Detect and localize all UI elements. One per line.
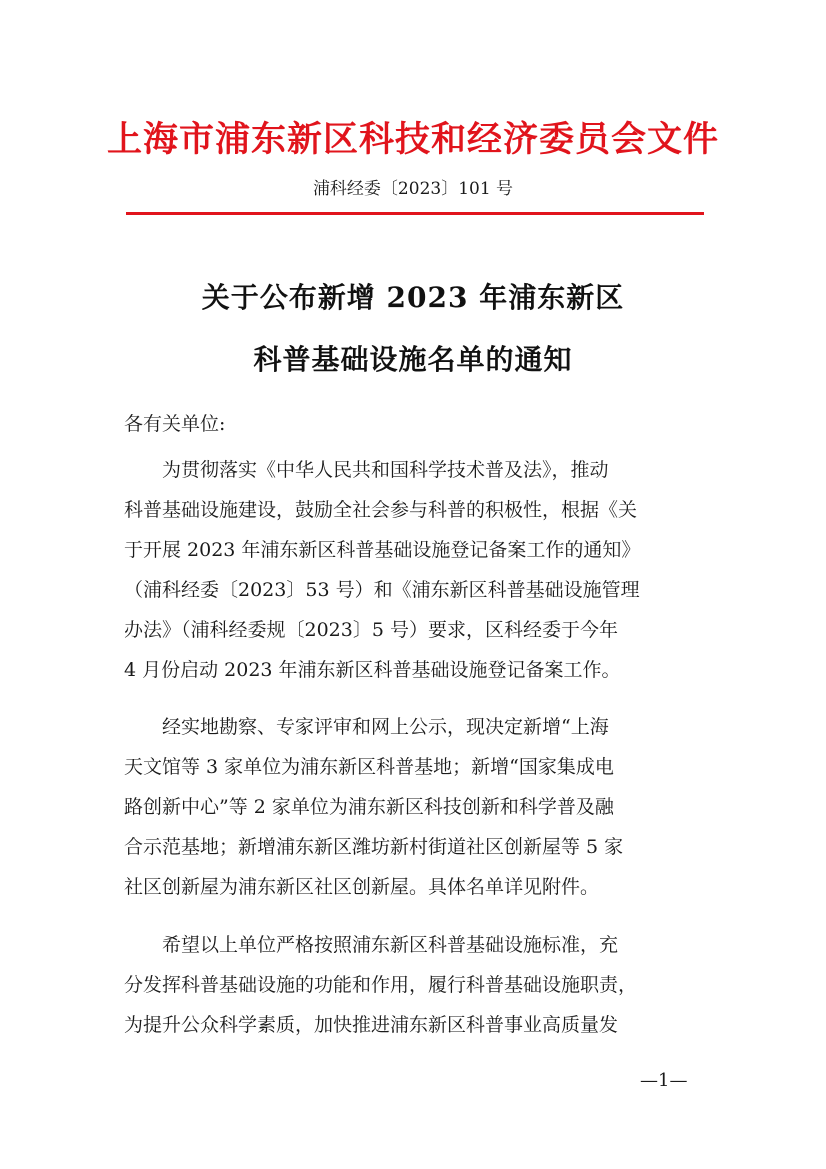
paragraph-line: 天文馆等 3 家单位为浦东新区科普基地；新增“国家集成电 <box>124 756 614 778</box>
salutation-text: 各有关单位: <box>124 413 226 435</box>
paragraph-line: 合示范基地；新增浦东新区潍坊新村街道社区创新屋等 5 家 <box>124 836 624 858</box>
paragraph-line: 办法》（浦科经委规〔2023〕5 号）要求，区科经委于今年 <box>124 619 618 641</box>
document-header-title: 上海市浦东新区科技和经济委员会文件 <box>106 119 719 160</box>
paragraph-line: 社区创新屋为浦东新区社区创新屋。具体名单详见附件。 <box>124 876 600 898</box>
paragraph-1 <box>124 450 710 690</box>
paragraph-2 <box>124 707 710 907</box>
header-red-rule <box>126 212 704 215</box>
salutation <box>124 404 710 444</box>
paragraph-line: 为贯彻落实《中华人民共和国科学技术普及法》，推动 <box>162 459 609 481</box>
paragraph-line: 经实地勘察、专家评审和网上公示，现决定新增“上海 <box>162 716 609 738</box>
paragraph-3 <box>124 925 710 1045</box>
document-number: 浦科经委〔2023〕101 号 <box>312 179 514 199</box>
paragraph-line: 科普基础设施建设，鼓励全社会参与科普的积极性，根据《关 <box>124 499 638 521</box>
paragraph-line: 4 月份启动 2023 年浦东新区科普基础设施登记备案工作。 <box>124 659 621 681</box>
paragraph-line: 路创新中心”等 2 家单位为浦东新区科技创新和科学普及融 <box>124 796 614 818</box>
notice-title-line-1: 关于公布新增 2023 年浦东新区 <box>201 281 625 314</box>
paragraph-line: 分发挥科普基础设施的功能和作用，履行科普基础设施职责， <box>124 974 638 996</box>
paragraph-line: 于开展 2023 年浦东新区科普基础设施登记备案工作的通知》 <box>124 539 641 561</box>
page-number: —1— <box>640 1070 688 1091</box>
paragraph-line: （浦科经委〔2023〕53 号）和《浦东新区科普基础设施管理 <box>124 579 640 601</box>
notice-title-line-2: 科普基础设施名单的通知 <box>253 343 573 376</box>
paragraph-line: 为提升公众科学素质，加快推进浦东新区科普事业高质量发 <box>124 1014 619 1036</box>
paragraph-line: 希望以上单位严格按照浦东新区科普基础设施标准，充 <box>162 934 619 956</box>
